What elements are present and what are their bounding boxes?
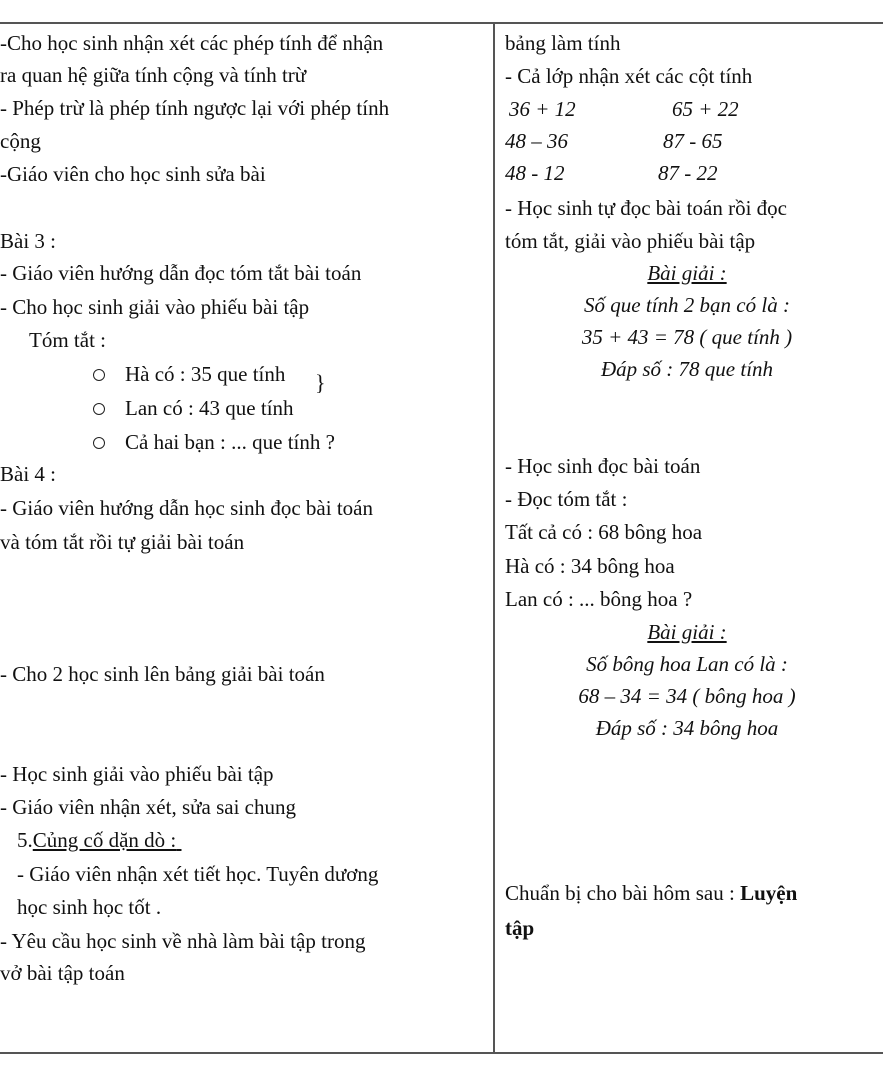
text-line: Tất cả có : 68 bông hoa	[505, 520, 703, 544]
solution-line: Số que tính 2 bạn có là :	[584, 293, 790, 317]
calc-cell: 65 + 22	[672, 97, 739, 121]
solution-answer: Đáp số : 78 que tính	[600, 357, 774, 381]
text-line: - Cho 2 học sinh lên bảng giải bài toán	[0, 662, 325, 686]
text-line: - Đọc tóm tắt :	[505, 487, 628, 511]
prep-note-cont: tập	[505, 916, 535, 940]
text-line: - Học sinh đọc bài toán	[505, 454, 701, 478]
prep-note: Chuẩn bị cho bài hôm sau : Luyện	[505, 881, 798, 905]
summary-item: Cả hai bạn : ... que tính ?	[125, 430, 335, 454]
text-line: Hà có : 34 bông hoa	[505, 554, 675, 578]
text-line: - Học sinh tự đọc bài toán rồi đọc	[505, 196, 787, 220]
solution-answer: Đáp số : 34 bông hoa	[595, 716, 779, 740]
solution-4-title: Bài giải :	[647, 620, 727, 644]
circle-bullet-icon	[93, 403, 105, 415]
circle-bullet-icon	[93, 437, 105, 449]
solution-line: 35 + 43 = 78 ( que tính )	[581, 325, 793, 349]
exercise-3-title: Bài 3 :	[0, 229, 56, 253]
text-line: cộng	[0, 129, 41, 153]
text-line: - Yêu cầu học sinh về nhà làm bài tập trong	[0, 929, 366, 953]
text-line: học sinh học tốt .	[17, 895, 162, 919]
circle-bullet-icon	[93, 369, 105, 381]
text-line: Lan có : ... bông hoa ?	[505, 587, 693, 611]
calc-cell: 36 + 12	[509, 97, 576, 121]
summary-item: Hà có : 35 que tính	[125, 362, 286, 386]
column-divider	[493, 22, 495, 1052]
text-line: - Cho học sinh giải vào phiếu bài tập	[0, 295, 310, 319]
exercise-4-title: Bài 4 :	[0, 462, 56, 486]
solution-line: Số bông hoa Lan có là :	[586, 652, 788, 676]
text-line: tóm tắt, giải vào phiếu bài tập	[505, 229, 756, 253]
solution-3-title: Bài giải :	[647, 261, 727, 285]
section-5-heading: 5.Củng cố dặn dò :	[17, 828, 177, 852]
text-line: vở bài tập toán	[0, 961, 125, 985]
text-line: - Cả lớp nhận xét các cột tính	[505, 64, 753, 88]
calc-cell: 48 - 12	[505, 161, 565, 185]
text-line: - Giáo viên hướng dẫn đọc tóm tắt bài toán	[0, 261, 362, 285]
text-line: - Học sinh giải vào phiếu bài tập	[0, 762, 274, 786]
text-line: - Giáo viên nhận xét, sửa sai chung	[0, 795, 296, 819]
text-line: - Phép trừ là phép tính ngược lại với phép tính	[0, 96, 390, 120]
text-line: -Cho học sinh nhận xét các phép tính để nhận	[0, 31, 384, 55]
calc-cell: 87 - 65	[663, 129, 723, 153]
text-line: - Giáo viên nhận xét tiết học. Tuyên dương	[17, 862, 379, 886]
text-line: bảng làm tính	[505, 31, 621, 55]
text-line: - Giáo viên hướng dẫn học sinh đọc bài toán	[0, 496, 373, 520]
summary-item: Lan có : 43 que tính	[125, 396, 294, 420]
text-line: ra quan hệ giữa tính cộng và tính trừ	[0, 63, 307, 87]
text-line: và tóm tắt rồi tự giải bài toán	[0, 530, 245, 554]
calc-cell: 48 – 36	[505, 129, 568, 153]
text-line: -Giáo viên cho học sinh sửa bài	[0, 162, 266, 186]
calc-cell: 87 - 22	[658, 161, 718, 185]
solution-line: 68 – 34 = 34 ( bông hoa )	[578, 684, 796, 708]
summary-label: Tóm tắt :	[29, 328, 106, 352]
brace-icon: }	[315, 370, 326, 395]
